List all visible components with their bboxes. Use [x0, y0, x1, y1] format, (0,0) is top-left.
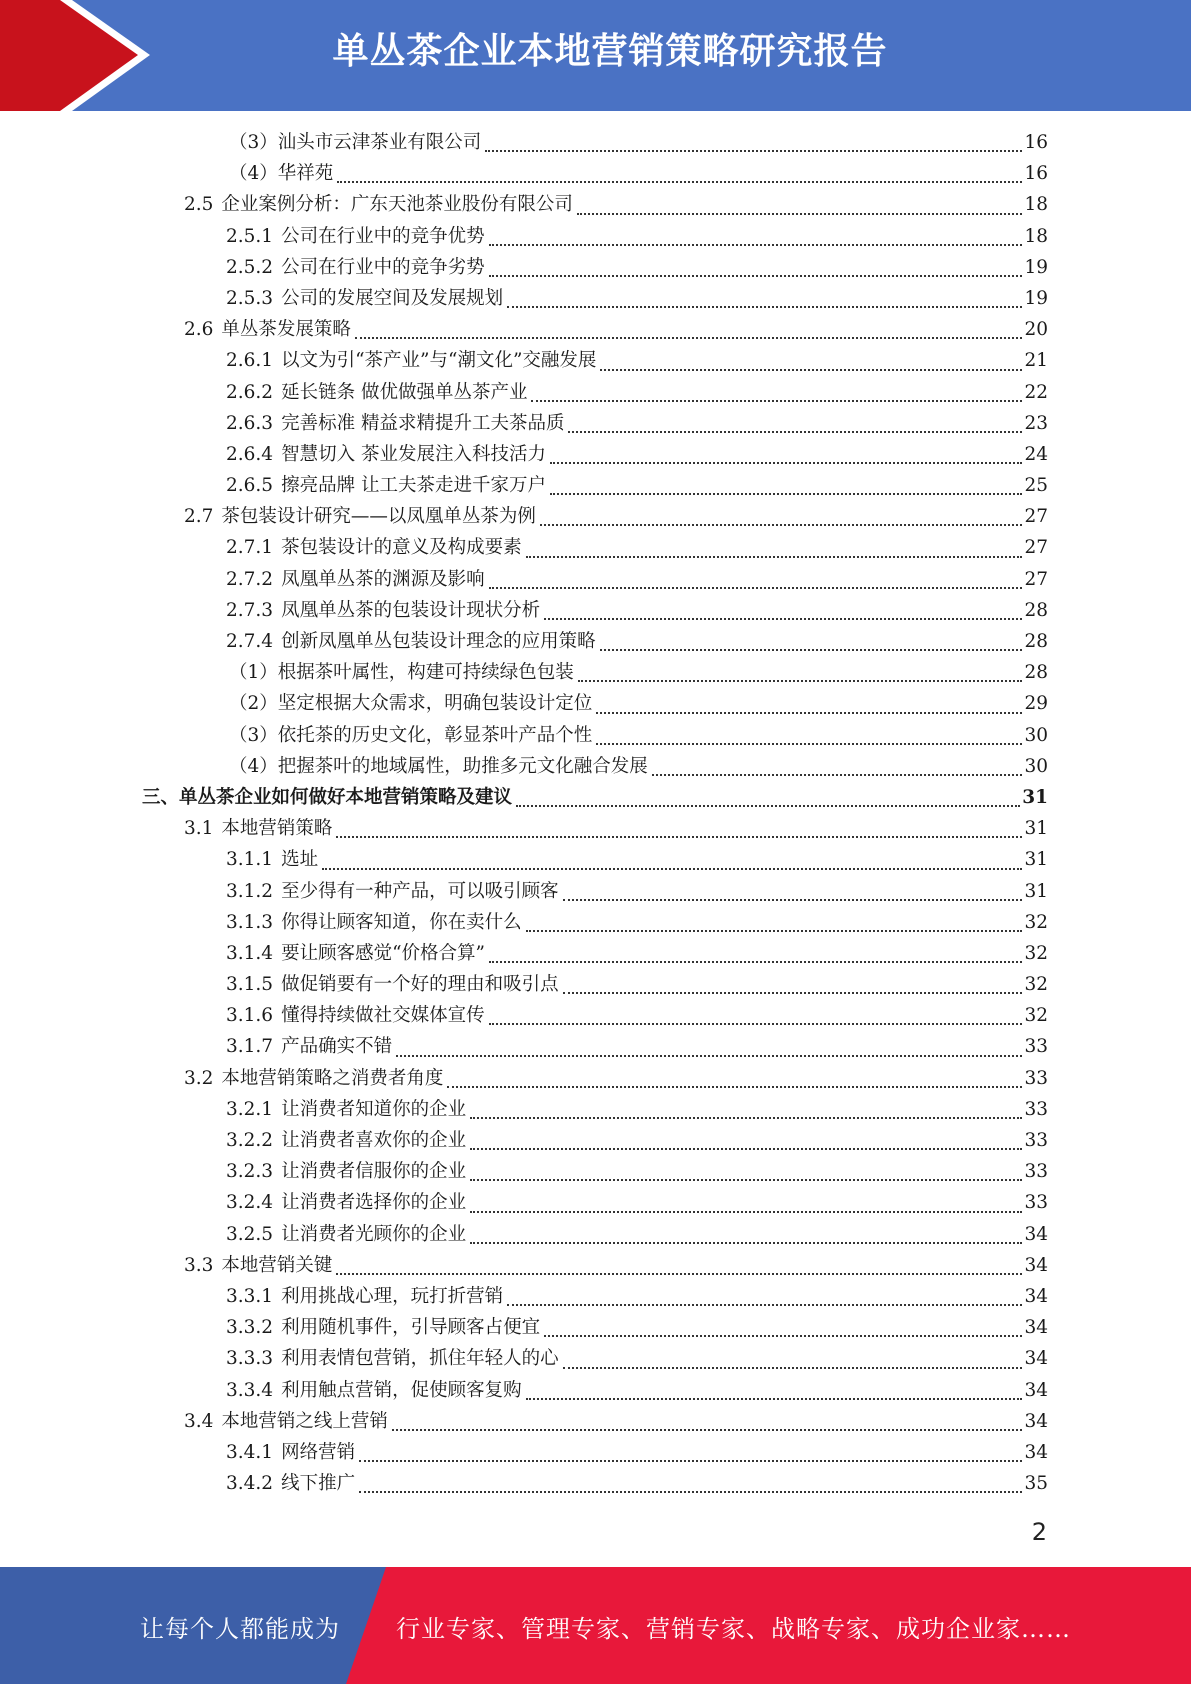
dot-leader: [544, 1335, 1022, 1337]
dot-leader: [489, 587, 1023, 589]
toc-entry-title: 本地营销策略: [221, 818, 333, 840]
toc-entry-title: 智慧切入 茶业发展注入科技活力: [281, 443, 546, 465]
toc-entry-title: 你得让顾客知道，你在卖什么: [281, 911, 522, 933]
toc-entry-title: 公司的发展空间及发展规划: [281, 287, 504, 309]
dot-leader: [563, 899, 1023, 901]
toc-entry-title: 把握茶叶的地域属性，助推多元文化融合发展: [277, 755, 648, 777]
toc-entry[interactable]: [0, 688, 1191, 719]
dot-leader: [489, 1023, 1023, 1025]
table-of-contents: [0, 127, 1191, 1499]
toc-entry-number: 3.1.4: [226, 942, 274, 964]
toc-entry[interactable]: [0, 501, 1191, 532]
toc-entry-number: 2.6.2: [226, 381, 274, 403]
toc-entry-number: 3.4.2: [226, 1473, 274, 1495]
toc-entry[interactable]: [0, 439, 1191, 470]
toc-entry-page: 31: [1024, 849, 1048, 871]
toc-entry[interactable]: [0, 1219, 1191, 1250]
toc-entry[interactable]: [0, 408, 1191, 439]
toc-entry-number: （4）: [229, 163, 278, 185]
toc-entry-title: 利用表情包营销，抓住年轻人的心: [281, 1348, 559, 1370]
toc-entry[interactable]: [0, 1125, 1191, 1156]
toc-entry[interactable]: [0, 1187, 1191, 1218]
toc-entry[interactable]: [0, 158, 1191, 189]
toc-entry-page: 33: [1024, 1161, 1048, 1183]
toc-entry-title: 选址: [281, 849, 319, 871]
toc-entry-page: 27: [1024, 568, 1048, 590]
toc-entry[interactable]: [0, 1250, 1191, 1281]
toc-entry-title: 要让顾客感觉“价格合算”: [281, 942, 485, 964]
toc-entry-title: 茶包装设计研究——以凤凰单丛茶为例: [221, 506, 536, 528]
toc-entry-page: 27: [1024, 506, 1048, 528]
toc-entry-title: 凤凰单丛茶的渊源及影响: [281, 568, 485, 590]
page-header: [0, 0, 1191, 111]
toc-entry-number: 三、: [142, 786, 180, 808]
toc-entry-number: 2.7: [184, 506, 214, 528]
toc-entry-number: 3.2.1: [226, 1098, 274, 1120]
toc-entry-number: 3.3.1: [226, 1285, 274, 1307]
toc-entry-number: 2.7.4: [226, 631, 274, 652]
toc-entry-page: 34: [1024, 1317, 1048, 1339]
toc-entry[interactable]: [0, 1343, 1191, 1374]
dot-leader: [563, 992, 1023, 994]
toc-entry-number: 3.1.6: [226, 1005, 274, 1027]
toc-entry[interactable]: [0, 189, 1191, 220]
toc-entry[interactable]: [0, 345, 1191, 376]
toc-entry-page: 22: [1024, 381, 1048, 403]
toc-entry-page: 18: [1024, 225, 1048, 247]
footer-slogan-left: 让每个人都能成为: [140, 1615, 340, 1643]
toc-entry-page: 34: [1024, 1410, 1048, 1432]
toc-entry-title: 利用随机事件，引导顾客占便宜: [281, 1317, 541, 1339]
toc-entry-title: 创新凤凰单丛包装设计理念的应用策略: [281, 631, 596, 652]
toc-entry-number: 3.3.3: [226, 1348, 274, 1370]
toc-entry[interactable]: [0, 782, 1191, 813]
toc-entry-title: 让消费者知道你的企业: [281, 1098, 467, 1120]
toc-entry-title: 做促销要有一个好的理由和吸引点: [281, 974, 559, 996]
toc-entry-number: 2.6.1: [226, 350, 274, 372]
toc-entry[interactable]: [0, 314, 1191, 345]
dot-leader: [489, 244, 1023, 246]
toc-entry[interactable]: [0, 1281, 1191, 1312]
dot-leader: [577, 213, 1023, 215]
toc-entry[interactable]: [0, 221, 1191, 252]
toc-entry-number: 2.5.1: [226, 225, 274, 247]
toc-entry-title: 依托茶的历史文化，彰显茶叶产品个性: [277, 724, 593, 746]
toc-entry[interactable]: [0, 626, 1191, 657]
toc-entry-title: 产品确实不错: [281, 1036, 393, 1058]
toc-entry-title: 公司在行业中的竞争优势: [281, 225, 485, 247]
toc-entry[interactable]: [0, 907, 1191, 938]
toc-entry[interactable]: [0, 595, 1191, 626]
dot-leader: [526, 556, 1023, 558]
toc-entry-page: 34: [1024, 1348, 1048, 1370]
dot-leader: [516, 805, 1020, 807]
dot-leader: [489, 961, 1022, 963]
toc-entry-number: 2.6: [184, 319, 214, 341]
dot-leader: [544, 618, 1022, 620]
dot-leader: [337, 181, 1022, 183]
toc-entry-page: 19: [1024, 256, 1048, 278]
toc-entry-title: 茶包装设计的意义及构成要素: [281, 537, 522, 559]
toc-entry-number: 3.3.2: [226, 1317, 274, 1339]
toc-entry-number: 3.1.1: [226, 849, 274, 871]
toc-entry-page: 16: [1024, 132, 1048, 153]
toc-entry-page: 23: [1024, 412, 1048, 434]
toc-entry-number: 3.2.4: [226, 1192, 274, 1214]
toc-entry-page: 32: [1024, 942, 1048, 964]
toc-entry-title: 公司在行业中的竞争劣势: [281, 256, 485, 278]
toc-entry-title: 让消费者选择你的企业: [281, 1192, 467, 1214]
toc-entry-number: 2.6.5: [226, 475, 274, 497]
page-footer: [0, 1567, 1191, 1684]
dot-leader: [550, 462, 1022, 464]
toc-entry-number: 2.5: [184, 194, 214, 216]
toc-entry-title: 网络营销: [281, 1441, 356, 1463]
toc-entry-number: （3）: [229, 132, 278, 153]
toc-entry-page: 33: [1024, 1130, 1048, 1151]
dot-leader: [470, 1242, 1022, 1244]
toc-entry-number: 3.2.2: [226, 1130, 274, 1151]
toc-entry-page: 28: [1024, 662, 1048, 684]
dot-leader: [396, 1055, 1022, 1057]
dot-leader: [470, 1117, 1022, 1119]
toc-entry-title: 延长链条 做优做强单丛茶产业: [281, 381, 528, 403]
header-arrow-decoration: [0, 0, 160, 111]
toc-entry-page: 35: [1024, 1473, 1048, 1495]
document-title: 单丛茶企业本地营销策略研究报告: [332, 31, 888, 72]
dot-leader: [392, 1429, 1023, 1431]
toc-entry-number: 3.4: [184, 1410, 214, 1432]
toc-entry[interactable]: [0, 252, 1191, 283]
dot-leader: [322, 868, 1022, 870]
toc-entry-page: 31: [1024, 880, 1048, 902]
toc-entry[interactable]: [0, 876, 1191, 907]
toc-entry-title: 华祥苑: [277, 163, 334, 185]
dot-leader: [578, 680, 1023, 682]
toc-entry-number: 3.1.5: [226, 974, 274, 996]
toc-entry-number: 3.2: [184, 1067, 214, 1089]
toc-entry[interactable]: [0, 377, 1191, 408]
toc-entry-title: 企业案例分析：广东天池茶业股份有限公司: [221, 194, 573, 216]
toc-entry-page: 34: [1024, 1379, 1048, 1401]
toc-entry[interactable]: [0, 1094, 1191, 1125]
toc-entry-title: 让消费者光顾你的企业: [281, 1223, 467, 1245]
dot-leader: [596, 743, 1022, 745]
toc-entry-title: 线下推广: [281, 1473, 356, 1495]
dot-leader: [355, 337, 1023, 339]
toc-entry-page: 33: [1024, 1192, 1048, 1214]
toc-entry-number: 2.6.3: [226, 412, 274, 434]
toc-entry-number: 3.2.3: [226, 1161, 274, 1183]
toc-entry-title: 本地营销策略之消费者角度: [221, 1067, 444, 1089]
toc-entry-page: 25: [1024, 475, 1048, 497]
toc-entry-title: 凤凰单丛茶的包装设计现状分析: [281, 599, 541, 621]
toc-entry-number: 2.6.4: [226, 443, 274, 465]
toc-entry-title: 擦亮品牌 让工夫茶走进千家万户: [281, 475, 546, 497]
toc-entry-page: 32: [1024, 911, 1048, 933]
toc-entry[interactable]: [0, 470, 1191, 501]
toc-entry-page: 21: [1024, 350, 1048, 372]
toc-entry[interactable]: [0, 1312, 1191, 1343]
toc-entry-number: （2）: [229, 693, 278, 715]
page-number: 2: [1031, 1518, 1047, 1546]
toc-entry[interactable]: [0, 813, 1191, 844]
dot-leader: [600, 369, 1022, 371]
dot-leader: [470, 1148, 1022, 1150]
toc-entry[interactable]: [0, 1031, 1191, 1062]
toc-entry[interactable]: [0, 1468, 1191, 1499]
toc-entry-number: 3.1: [184, 818, 214, 840]
toc-entry-title: 本地营销之线上营销: [221, 1410, 388, 1432]
toc-entry[interactable]: [0, 969, 1191, 1000]
toc-entry-title: 本地营销关键: [221, 1254, 333, 1276]
toc-entry-number: 3.1.2: [226, 880, 274, 902]
toc-entry-number: 2.7.1: [226, 537, 274, 559]
footer-slogan-right: 行业专家、管理专家、营销专家、战略专家、成功企业家……: [396, 1615, 1071, 1643]
dot-leader: [359, 1491, 1022, 1493]
toc-entry-title: 至少得有一种产品，可以吸引顾客: [281, 880, 559, 902]
toc-entry-page: 32: [1024, 974, 1048, 996]
toc-entry[interactable]: [0, 127, 1191, 158]
toc-entry-page: 34: [1024, 1254, 1048, 1276]
toc-entry-page: 34: [1024, 1223, 1048, 1245]
toc-entry-title: 利用挑战心理，玩打折营销: [281, 1285, 504, 1307]
toc-entry[interactable]: [0, 564, 1191, 595]
toc-entry-page: 31: [1024, 818, 1048, 840]
toc-entry-page: 18: [1024, 194, 1048, 216]
toc-entry-page: 29: [1024, 693, 1048, 715]
toc-entry-number: 3.3.4: [226, 1379, 274, 1401]
toc-entry-page: 33: [1024, 1098, 1048, 1120]
toc-entry[interactable]: [0, 938, 1191, 969]
dot-leader: [563, 1367, 1023, 1369]
toc-entry-title: 让消费者信服你的企业: [281, 1161, 467, 1183]
toc-entry[interactable]: [0, 720, 1191, 751]
toc-entry-page: 34: [1024, 1441, 1048, 1463]
toc-entry[interactable]: [0, 1437, 1191, 1468]
toc-entry-page: 34: [1024, 1285, 1048, 1307]
toc-entry-title: 单丛茶企业如何做好本地营销策略及建议: [179, 786, 513, 808]
toc-entry-title: 以文为引“茶产业”与“潮文化”交融发展: [281, 350, 597, 372]
toc-entry-page: 28: [1024, 631, 1048, 652]
toc-entry-page: 32: [1024, 1005, 1048, 1027]
toc-entry-number: （3）: [229, 724, 278, 746]
toc-entry[interactable]: [0, 1156, 1191, 1187]
dot-leader: [359, 1460, 1022, 1462]
dot-leader: [336, 1273, 1022, 1275]
toc-entry[interactable]: [0, 1375, 1191, 1406]
toc-entry[interactable]: [0, 283, 1191, 314]
toc-entry-page: 30: [1024, 755, 1048, 777]
toc-entry-number: 3.1.3: [226, 911, 274, 933]
toc-entry-title: 单丛茶发展策略: [221, 319, 351, 341]
toc-entry-number: 2.5.2: [226, 256, 274, 278]
toc-entry-title: 根据茶叶属性，构建可持续绿色包装: [277, 662, 574, 684]
dot-leader: [550, 493, 1022, 495]
toc-entry-title: 懂得持续做社交媒体宣传: [281, 1005, 485, 1027]
dot-leader: [526, 930, 1023, 932]
toc-entry-page: 20: [1024, 319, 1048, 341]
dot-leader: [470, 1211, 1022, 1213]
dot-leader: [526, 1398, 1023, 1400]
toc-entry-title: 汕头市云津茶业有限公司: [277, 132, 482, 153]
toc-entry-number: （4）: [229, 755, 278, 777]
toc-entry-title: 利用触点营销，促使顾客复购: [281, 1379, 522, 1401]
dot-leader: [489, 275, 1023, 277]
toc-entry-title: 让消费者喜欢你的企业: [281, 1130, 467, 1151]
toc-entry-number: 3.1.7: [226, 1036, 274, 1058]
toc-entry-page: 16: [1024, 163, 1048, 185]
toc-entry[interactable]: [0, 1000, 1191, 1031]
toc-entry-number: 3.4.1: [226, 1441, 274, 1463]
toc-entry-page: 28: [1024, 599, 1048, 621]
toc-entry-number: 3.3: [184, 1254, 214, 1276]
toc-entry-page: 24: [1024, 443, 1048, 465]
toc-entry[interactable]: [0, 751, 1191, 782]
toc-entry-page: 33: [1024, 1036, 1048, 1058]
toc-entry-title: 完善标准 精益求精提升工夫茶品质: [281, 412, 565, 434]
toc-entry-page: 19: [1024, 287, 1048, 309]
toc-entry[interactable]: [0, 844, 1191, 875]
toc-entry[interactable]: [0, 532, 1191, 563]
toc-entry[interactable]: [0, 657, 1191, 688]
toc-entry-number: （1）: [229, 662, 278, 684]
toc-entry-page: 33: [1024, 1067, 1048, 1089]
toc-entry-number: 3.2.5: [226, 1223, 274, 1245]
toc-entry-title: 坚定根据大众需求，明确包装设计定位: [277, 693, 593, 715]
dot-leader: [447, 1086, 1022, 1088]
dot-leader: [485, 150, 1022, 152]
toc-entry-number: 2.5.3: [226, 287, 274, 309]
dot-leader: [507, 306, 1022, 308]
toc-entry-number: 2.7.2: [226, 568, 274, 590]
dot-leader: [531, 400, 1022, 402]
toc-entry-number: 2.7.3: [226, 599, 274, 621]
toc-entry-page: 27: [1024, 537, 1048, 559]
toc-entry[interactable]: [0, 1406, 1191, 1437]
dot-leader: [470, 1179, 1022, 1181]
dot-leader: [568, 431, 1022, 433]
dot-leader: [507, 1304, 1022, 1306]
dot-leader: [540, 524, 1023, 526]
dot-leader: [336, 836, 1022, 838]
dot-leader: [596, 712, 1022, 714]
dot-leader: [600, 649, 1023, 651]
dot-leader: [652, 774, 1023, 776]
toc-entry-page: 31: [1022, 786, 1048, 808]
toc-entry[interactable]: [0, 1063, 1191, 1094]
toc-entry-page: 30: [1024, 724, 1048, 746]
